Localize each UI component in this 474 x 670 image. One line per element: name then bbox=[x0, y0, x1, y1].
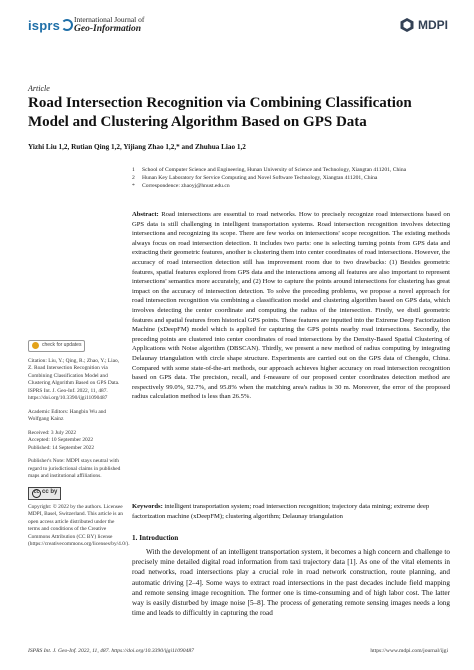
abstract bbox=[132, 210, 450, 402]
received-date: Received: 3 July 2022 bbox=[28, 429, 77, 436]
mdpi-hex-icon bbox=[399, 17, 415, 33]
keywords bbox=[132, 502, 450, 521]
cc-icon: cc bbox=[32, 489, 41, 498]
footer-citation[interactable]: ISPRS Int. J. Geo-Inf. 2022, 11, 487. https://doi.org/10.3390/ijgi11090487 bbox=[28, 648, 194, 654]
correspondence: * Correspondence: zhaoyj@hnust.edu.cn bbox=[132, 183, 230, 189]
article-title: Road Intersection Recognition via Combining Classification Model and Clustering Algorithm Based on GPS Data bbox=[28, 95, 412, 130]
section-heading: 1. Introduction bbox=[132, 534, 179, 542]
affiliation-2: 2 Hunan Key Laboratory for Service Computing and Novel Software Technology, Xiangtan 411201, China bbox=[132, 175, 378, 181]
footer-url[interactable]: https://www.mdpi.com/journal/ijgi bbox=[370, 648, 448, 654]
society-name: isprs bbox=[28, 18, 61, 33]
publisher-note: Publisher's Note: MDPI stays neutral with regard to jurisdictional claims in published maps and institutional affiliations. bbox=[28, 458, 121, 479]
publisher-name: MDPI bbox=[418, 18, 448, 32]
article-type-label: Article bbox=[28, 84, 50, 93]
isprs-logo bbox=[28, 18, 73, 33]
affiliations bbox=[132, 166, 452, 190]
published-date: Published: 14 September 2022 bbox=[28, 444, 95, 451]
mdpi-logo bbox=[399, 17, 448, 33]
page-footer bbox=[28, 648, 448, 654]
update-icon bbox=[32, 342, 39, 349]
copyright-notice: Copyright: © 2022 by the authors. Licensee MDPI, Basel, Switzerland. This article is an open access article distributed under the terms and conditions of the Creative Commons Attribution (CC BY) license (https://creativecommons.org/licenses/by/4.0/). bbox=[28, 503, 130, 547]
journal-prefix: International Journal of bbox=[74, 15, 145, 24]
intro-paragraph: With the development of an intelligent transportation system, it becomes a high concern and challenge to precisely mine detailed digital road information from taxi trajectory data [1]. As one of the vital elements in road networks, road intersections play a crucial role in road network construction, route planning, and automatic driving [2–4]. Some ways to extract road intersections in the past decades include field mapping and remote sensing image recognition. The former one is time-consuming and of high labor cost. The latter way is easily disturbed by image noise [5–8]. The process of generating remote sensing images needs a long time and leads to difficultly in capturing the road bbox=[132, 548, 450, 618]
affiliation-1: 1 School of Computer Science and Engineering, Hunan University of Science and Technology, Xiangtan 411201, China bbox=[132, 167, 407, 173]
author-list: Yizhi Liu 1,2, Rutian Qing 1,2, Yijiang Zhao 1,2,* and Zhuhua Liao 1,2 bbox=[28, 143, 246, 151]
journal-name: Geo-Information bbox=[74, 24, 142, 34]
check-updates-button[interactable]: check for updates bbox=[28, 340, 85, 352]
accepted-date: Accepted: 10 September 2022 bbox=[28, 437, 94, 443]
academic-editors: Academic Editors: Hangbin Wu and Wolfgang Kainz bbox=[28, 408, 107, 422]
isprs-swirl-icon bbox=[61, 19, 73, 31]
keywords-label: Keywords: bbox=[132, 503, 163, 510]
citation-block: Citation: Liu, Y.; Qing, R.; Zhao, Y.; Liao, Z. Road Intersection Recognition via Combining Classification Model and Clustering Algorithm Based on GPS Data. ISPRS Int. J. Geo-Inf. 2022, 11, 487. https://doi.org/10.3390/ijgi11090487 bbox=[28, 357, 120, 401]
keywords-text: intelligent transportation system; road intersection recognition; trajectory data mining; extreme deep factorization machine (xDeepFM); clustering algorithm; Delaunay triangulation bbox=[132, 503, 430, 520]
abstract-label: Abstract: bbox=[132, 211, 159, 218]
sidebar-info bbox=[28, 340, 130, 555]
journal-header bbox=[28, 14, 448, 54]
abstract-text: Road intersections are essential to road networks. How to precisely recognize road intersections based on GPS data is still challenging in intelligent transportation systems. Road intersection recognition involves detecting intersections and recognizing its scope. There are few works on intersections' scope recognition. The existing methods always focus on road intersection detection. It includes two parts: one is selecting turning points from GPS data and extracting their geometric features, another is clustering them into center coordinates of road intersections. However, the accuracy of road intersection detection still has improvement room due to two drawbacks: (1) Besides geometric features, spatial features explored from GPS data and the interactions among all features are also important to represent intersections' semantics more accurately, and (2) How to capture the points around intersections for clustering has great impact on the accuracy of intersection detection. To solve the preceding problems, we propose a novel approach for road intersection recognition via combining a classification model and clustering algorithm based on GPS data, which involves detecting the center coordinate and computing the radius of the intersection. Firstly, we distil geometric features and spatial features from historical GPS points. These features are inputted into the Extreme Deep Factorization Machine (xDeepFM) model which is applied for capturing the GPS points nearby road intersections. Secondly, the preceding points are clustered into center coordinates of road intersections by the Density-Based Spatial Clustering of Applications with Noise algorithm (DBSCAN). Thirdly, we present a new method of radius computing by integrating Delaunay triangulation with circle shape structure. Experiments are carried out on the GPS data of Chengdu, China. Compared with some state-of-the-art methods, our approach achieves higher accuracy on road intersection recognition based on GPS data. The precision, recall, and f-measure of our proposed center coordinates detection method are respectively 99.0%, 92.7%, and 95.8% when the matching area's radius is 30 m. Moreover, the error of the proposed radius calculation method is less than 26.5%. bbox=[132, 211, 451, 401]
cc-by-badge[interactable]: cc cc by bbox=[28, 487, 61, 500]
